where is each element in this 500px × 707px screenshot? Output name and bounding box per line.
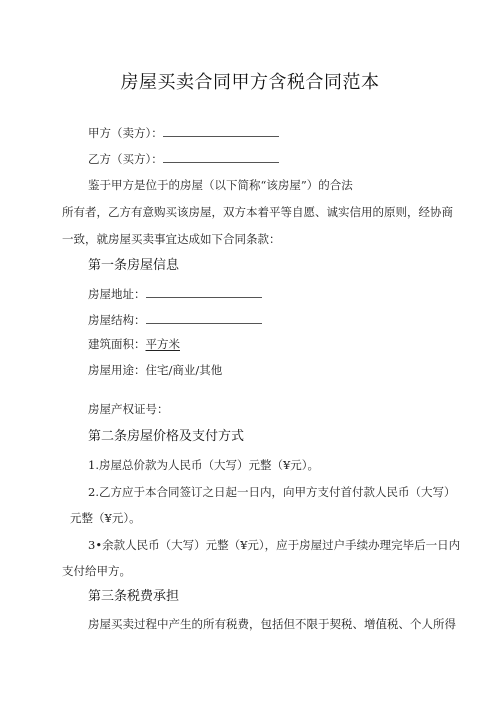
- seller-blank: [163, 124, 279, 137]
- seller-line: [88, 124, 279, 141]
- article2-heading: 第二条房屋价格及支付方式: [88, 429, 245, 444]
- price-item-2-line-2: 元整（¥元）。: [70, 511, 141, 525]
- price-item-3-line-1: 3•余款人民币（大写）元整（¥元），应于房屋过户手续办理完毕后一日内: [88, 538, 461, 552]
- area-label: 建筑面积：: [88, 337, 146, 351]
- tax-line-1: 房屋买卖过程中产生的所有税费，包括但不限于契税、增值税、个人所得: [88, 617, 456, 631]
- intro-line-3: 一致，就房屋买卖事宜达成如下合同条款：: [62, 232, 281, 246]
- price-item-3-line-2: 支付给甲方。: [62, 564, 131, 578]
- page-title: 房屋买卖合同甲方含税合同范本: [120, 72, 380, 93]
- address-label: 房屋地址：: [88, 287, 146, 301]
- certificate-line: 房屋产权证号：: [88, 402, 169, 416]
- intro-line-1: 鉴于甲方是位于的房屋（以下简称“该房屋”）的合法: [88, 178, 353, 192]
- price-item-2-line-1: 2.乙方应于本合同签订之日起一日内，向甲方支付首付款人民币（大写）: [88, 485, 456, 499]
- article1-heading: 第一条房屋信息: [88, 258, 180, 273]
- seller-label: 甲方（卖方）：: [88, 126, 163, 140]
- buyer-blank: [163, 150, 279, 163]
- buyer-line: [88, 150, 279, 167]
- structure-blank: [146, 311, 262, 324]
- area-line: [88, 336, 180, 352]
- address-line: [88, 285, 262, 302]
- intro-line-2: 所有者，乙方有意购买该房屋，双方本着平等自愿、诚实信用的原则，经协商: [62, 205, 453, 219]
- buyer-label: 乙方（买方）：: [88, 152, 163, 166]
- address-blank: [146, 285, 262, 298]
- structure-label: 房屋结构：: [88, 313, 146, 327]
- article3-heading: 第三条税费承担: [88, 589, 180, 604]
- area-unit: 平方米: [145, 337, 180, 351]
- structure-line: [88, 311, 262, 328]
- price-item-1: 1.房屋总价款为人民币（大写）元整（¥元）。: [88, 458, 320, 472]
- usage-value: 住宅/商业/其他: [145, 363, 223, 377]
- usage-label: 房屋用途：: [88, 363, 146, 377]
- usage-line: [88, 362, 222, 378]
